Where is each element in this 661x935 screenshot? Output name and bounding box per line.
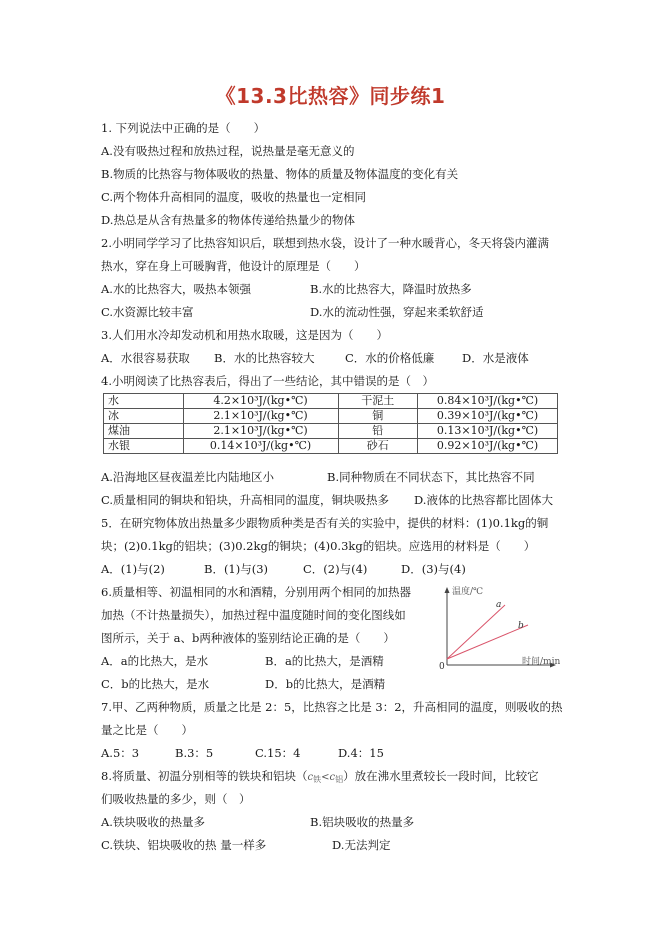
table-cell: 砂石 (338, 439, 418, 454)
less-than-sign: < (321, 772, 330, 783)
table-cell: 铜 (338, 409, 418, 424)
iron-subscript: 铁 (313, 775, 322, 784)
q4-option-b: B.同种物质在不同状态下，其比热容不同 (327, 470, 535, 484)
q3-option-b: B．水的比热容较大 (214, 351, 315, 365)
table-cell: 4.2×10³J/(kg•℃) (183, 394, 338, 409)
c-aluminum-symbol: c (329, 772, 336, 783)
table-cell: 2.1×10³J/(kg•℃) (183, 424, 338, 439)
q2-stem-line2: 热水，穿在身上可暖胸背，他设计的原理是（ ） (101, 259, 366, 273)
q3-stem: 3.人们用水冷却发动机和用热水取暖，这是因为（ ） (101, 328, 388, 342)
table-row (104, 439, 558, 454)
q4-option-a: A.沿海地区昼夜温差比内陆地区小 (101, 470, 274, 484)
q4-stem: 4.小明阅读了比热容表后，得出了一些结论，其中错误的是（ ） (101, 374, 434, 388)
q7-option-d: D.4：15 (338, 746, 384, 760)
q8-option-d: D.无法判定 (332, 838, 391, 852)
q5-option-d: D．(3)与(4) (401, 562, 466, 576)
q5-option-c: C．(2)与(4) (303, 562, 368, 576)
q8-stem-line2: 们吸收热量的多少，则（ ） (101, 792, 251, 806)
q2-option-c: C.水资源比较丰富 (101, 305, 194, 319)
q5-stem-line2: 块；(2)0.1kg的铝块；(3)0.2kg的铜块；(4)0.3kg的铝块。应选用的材料是（ ） (101, 539, 536, 553)
page-title: 《13.3比热容》同步练1 (215, 84, 446, 108)
q6-option-d: D．b的比热大，是酒精 (265, 677, 386, 691)
q8-option-b: B.铝块吸收的热量多 (310, 815, 415, 829)
q2-option-b: B.水的比热容大，降温时放热多 (310, 282, 472, 296)
q2-option-d: D.水的流动性强，穿起来柔软舒适 (310, 305, 484, 319)
line-b-label: b (518, 621, 524, 631)
q2-option-a: A.水的比热容大，吸热本领强 (101, 282, 251, 296)
q6-option-a: A．a的比热大，是水 (101, 654, 209, 668)
table-cell: 0.14×10³J/(kg•℃) (183, 439, 338, 454)
q6-stem-line3: 图所示，关于 a、b两种液体的鉴别结论正确的是（ ） (101, 631, 395, 645)
origin-label: 0 (439, 662, 445, 672)
table-cell: 2.1×10³J/(kg•℃) (183, 409, 338, 424)
y-axis-label: 温度/℃ (452, 587, 484, 597)
specific-heat-table (103, 393, 558, 454)
table-cell: 0.84×10³J/(kg•℃) (418, 394, 558, 409)
q2-stem-line1: 2.小明同学学习了比热容知识后，联想到热水袋，设计了一种水暖背心，冬天将袋内灌满 (101, 236, 549, 250)
table-cell: 水银 (104, 439, 184, 454)
table-cell: 煤油 (104, 424, 184, 439)
aluminum-subscript: 铝 (335, 775, 344, 784)
line-b (447, 625, 528, 659)
table-cell: 冰 (104, 409, 184, 424)
q1-option-b: B.物质的比热容与物体吸收的热量、物体的质量及物体温度的变化有关 (101, 167, 459, 181)
q6-stem-line1: 6.质量相等、初温相同的水和酒精，分别用两个相同的加热器 (101, 585, 411, 599)
q1-option-d: D.热总是从含有热量多的物体传递给热量少的物体 (101, 213, 355, 227)
q3-option-c: C．水的价格低廉 (345, 351, 435, 365)
x-axis-label: 时间/min (522, 657, 560, 667)
q1-option-c: C.两个物体升高相同的温度，吸收的热量也一定相同 (101, 190, 367, 204)
table-row (104, 394, 558, 409)
q5-stem-line1: 5．在研究物体放出热量多少跟物质种类是否有关的实验中，提供的材料：(1)0.1kg的铜 (101, 516, 549, 530)
table-cell: 干泥土 (338, 394, 418, 409)
table-cell: 0.13×10³J/(kg•℃) (418, 424, 558, 439)
q8-option-c: C.铁块、铝块吸收的热 量一样多 (101, 838, 267, 852)
q7-stem-line1: 7.甲、乙两种物质，质量之比是 2：5，比热容之比是 3：2，升高相同的温度，则吸收的热 (101, 700, 563, 714)
y-axis-arrow (445, 587, 450, 593)
q3-option-d: D．水是液体 (462, 351, 529, 365)
q6-stem-line2: 加热（不计热量损失），加热过程中温度随时间的变化图线如 (101, 608, 406, 622)
q7-option-c: C.15：4 (255, 746, 301, 760)
table-row (104, 409, 558, 424)
q1-stem: 1. 下列说法中正确的是（ ） (101, 121, 266, 135)
q6-option-c: C．b的比热大，是水 (101, 677, 210, 691)
table-cell: 铅 (338, 424, 418, 439)
temperature-time-graph (430, 581, 560, 673)
q5-option-b: B．(1)与(3) (204, 562, 269, 576)
q3-option-a: A．水很容易获取 (101, 351, 190, 365)
q4-option-d: D.液体的比热容都比固体大 (414, 493, 553, 507)
q5-option-a: A．(1)与(2) (101, 562, 165, 576)
q8-option-a: A.铁块吸收的热量多 (101, 815, 205, 829)
q7-option-a: A.5：3 (101, 746, 140, 760)
q8-stem-line1 (101, 768, 539, 788)
line-a-label: a (496, 600, 502, 610)
c-iron-symbol: c (307, 772, 314, 783)
q7-stem-line2: 量之比是（ ） (101, 723, 193, 737)
table-cell: 0.39×10³J/(kg•℃) (418, 409, 558, 424)
q8-stem-post: ）放在沸水里煮较长一段时间，比较它 (343, 769, 539, 783)
table-cell: 0.92×10³J/(kg•℃) (418, 439, 558, 454)
q6-option-b: B．a的比热大，是酒精 (265, 654, 384, 668)
q8-stem-pre: 8.将质量、初温分别相等的铁块和铝块（ (101, 769, 308, 783)
q4-option-c: C.质量相同的铜块和铅块，升高相同的温度，铜块吸热多 (101, 493, 390, 507)
q7-option-b: B.3：5 (175, 746, 214, 760)
table-cell: 水 (104, 394, 184, 409)
q1-option-a: A.没有吸热过程和放热过程，说热量是毫无意义的 (101, 144, 355, 158)
line-a (447, 605, 505, 659)
table-row (104, 424, 558, 439)
